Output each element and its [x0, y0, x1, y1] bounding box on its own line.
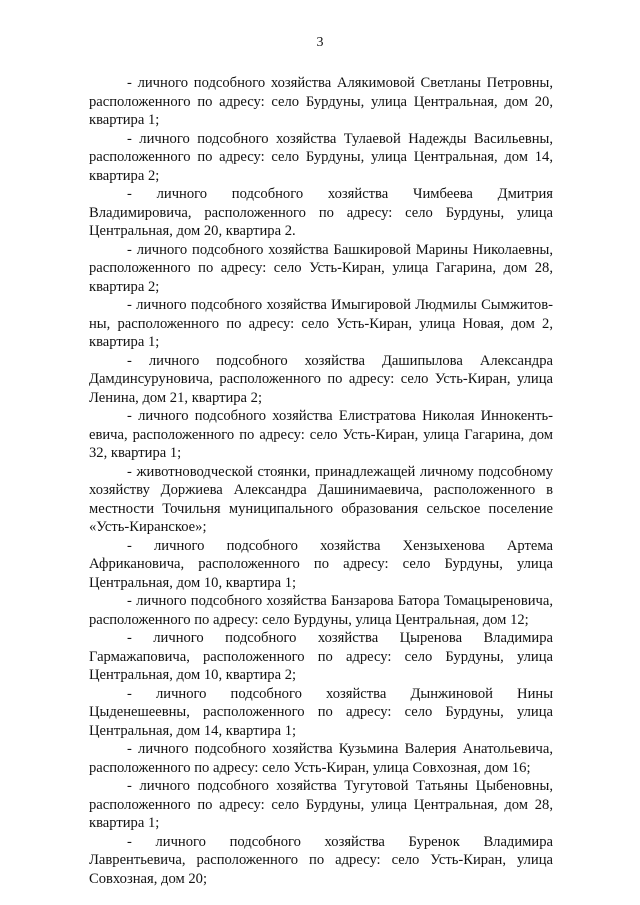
list-item: - личного подсобного хозяйства Имыгировой Людмилы Сымжитовны, расположенного по адресу: село Усть-Киран, улица Новая, дом 2, квартира 1;: [89, 297, 553, 350]
list-item: - личного подсобного хозяйства Елистратова Николая Иннокентьевича, расположенного по адресу: село Усть-Киран, улица Гагарина, дом 32, квартира 1;: [89, 408, 553, 461]
list-item: - личного подсобного хозяйства Кузьмина Валерия Анатольевича, расположенного по адресу: село Усть-Киран, улица Совхозная, дом 16;: [89, 741, 553, 776]
list-item: - личного подсобного хозяйства Хензыхенова Артема Африкановича, расположенного по адресу: село Бурдуны, улица Центральная, дом 10, квартира 1;: [89, 537, 553, 591]
page-number: 3: [316, 35, 324, 50]
list-item: - личного подсобного хозяйства Алякимовой Светланы Петровны, расположенного по адресу: село Бурдуны, улица Центральная, дом 20, квартира 1;: [89, 75, 553, 128]
list-item: - личного подсобного хозяйства Дынжиновой Нины Цыденешеевны, расположенного по адресу: село Бурдуны, улица Центральная, дом 14, квартира 1;: [89, 685, 553, 739]
document-body: [89, 74, 553, 888]
list-item: - личного подсобного хозяйства Цыренова Владимира Гармажаповича, расположенного по адресу: село Бурдуны, улица Центральная, дом 10, квартира 2;: [89, 630, 553, 683]
list-item: - животноводческой стоянки, принадлежащей личному подсобному хозяйству Доржиева Александра Дашинимаевича, расположенного в местности Точильня муниципального образования сельское поселение «Усть-Киранское»;: [89, 463, 553, 535]
list-item: - личного подсобного хозяйства Банзарова Батора Томацыреновича, расположенного по адресу: село Бурдуны, улица Центральная, дом 12;: [89, 593, 553, 628]
list-item: - личного подсобного хозяйства Тулаевой Надежды Васильевны, расположенного по адресу: село Бурдуны, улица Центральная, дом 14, квартира 2;: [89, 130, 553, 184]
list-item: - личного подсобного хозяйства Башкировой Марины Николаевны, расположенного по адресу: село Усть-Киран, улица Гагарина, дом 28, квартира 2;: [89, 241, 553, 295]
list-item: - личного подсобного хозяйства Буренок Владимира Лаврентьевича, расположенного по адресу: село Усть-Киран, улица Совхозная, дом 20;: [89, 833, 553, 887]
list-item: - личного подсобного хозяйства Тугутовой Татьяны Цыбеновны, расположенного по адресу: село Бурдуны, улица Центральная, дом 28, квартира 1;: [89, 778, 553, 831]
list-item: - личного подсобного хозяйства Чимбеева Дмитрия Владимировича, расположенного по адресу: село Бурдуны, улица Центральная, дом 20, квартира 2.: [89, 186, 553, 239]
list-item: - личного подсобного хозяйства Дашипылова Александра Дамдинсуруновича, расположенного по адресу: село Усть-Киран, улица Ленина, дом 21, квартира 2;: [89, 352, 553, 406]
